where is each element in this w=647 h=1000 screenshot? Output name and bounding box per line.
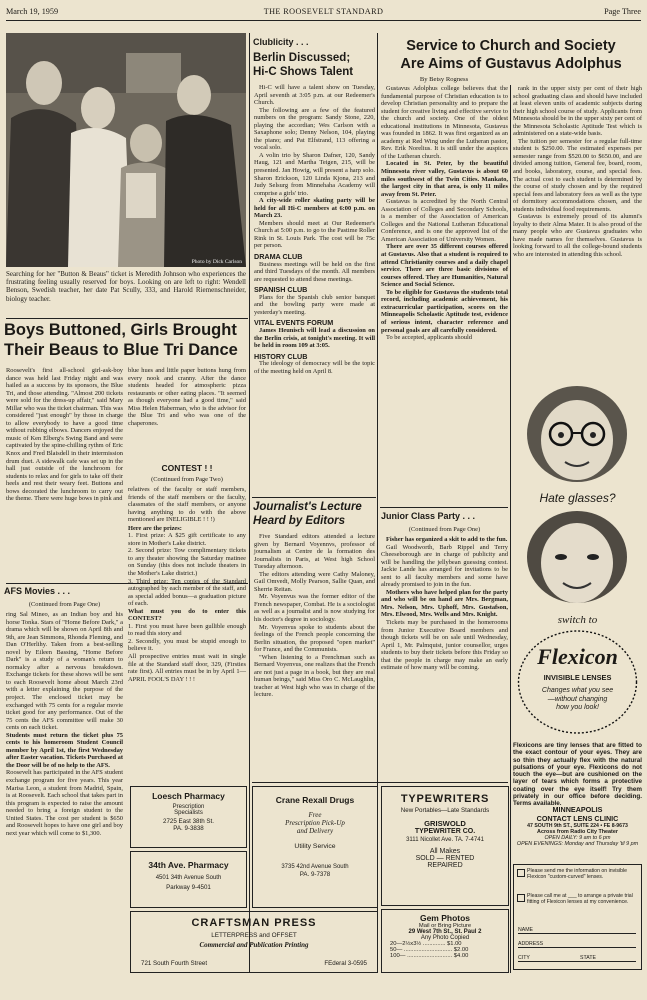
junior-top-rule — [380, 507, 508, 508]
typewriters-address: 3111 Nicollet Ave. TA. 7-4741 — [406, 837, 484, 843]
contest-body — [128, 486, 246, 683]
gustavus-c1a: Gustavus Adolphus college believes that the fundamental purpose of Christian education is to develop Christian personality and to prepare the student for creative living and effective service to the church and society. One of the oldest educational institutions in Minnesota, Gustavus was founded in 1862. It was first organized as an academy at Red Wing under the Lutheran pastor, Rev. Erik Norelius. It is still under the auspices of the Lutheran church. — [381, 85, 508, 160]
boys-article-col1: Roosevelt's first all-school girl-ask-boy dance was held last Friday night and was hailed as a success by its sponsors, the Blue Tri, and those attending. "Almost 200 tickets were sold for the dress-up affair," said Mary Millar who was the ticket chairman. This was considered "just enough" by those in charge to allow everybody to have a good time without rubbing elbows. Dancers enjoyed the music of Ken Elberg's Swing Band and were captivated by the spine-chilling rythm of Eric Knox and Fred Blaisdell in their intermission drum duet. A sidewalk cafe was set up in the hall just outside of the lunchroom for students to relax and for girls to take off their heels and rest their weary feet. Buttons and bows decorated the lunchroom to carry out the theme. There were huge bows in pink and — [6, 367, 123, 503]
gustavus-c1e: To be eligible for Gustavus the students total record, including academic achievement, his extracurricular participation, scores on the Minneapolis Scholastic Aptitude test, evidence of serious intent, character reference and personal goals are all carefully considered. — [381, 288, 508, 334]
flexicon-state-label: STATE — [580, 955, 596, 961]
contest-prize1: 1. First prize: A $25 gift certificate to any store in Mother's Lake district. — [128, 532, 246, 547]
flexicon-hours1: OPEN DAILY: 9 am to 6 pm — [544, 835, 611, 841]
crane-address: 3735 42nd Avenue South — [281, 864, 349, 870]
afs-continued: (Continued from Page One) — [28, 601, 101, 608]
junior-p1: Gail Woodworth, Barb Rippel and Terry Cheeseborough are in charge of publicity and will be handling the jellybean guessing contest. Jackie Lande has arranged for invitations to be sent to all faculty members and some have already promised to join in the fun. — [381, 543, 508, 589]
craftsman-line1: LETTERPRESS and OFFSET — [211, 932, 297, 939]
loesch-phone: PA. 9-3838 — [173, 825, 204, 832]
gem-price1: 20—2½x3½ .............. $1.00 — [390, 941, 462, 947]
flexicon-tag2: —without changing — [547, 695, 608, 703]
contest-step1: 1. First you must have been gullible enough to read this story and — [128, 622, 246, 638]
clublicity-head2: Hi-C Shows Talent — [253, 65, 354, 78]
flexicon-tag3: how you look! — [556, 704, 599, 712]
gustavus-c1b: Located in St. Peter, by the beautiful Minnesota river valley, Gustavus is about 60 miles southwest of the Twin Cities. Mankato, the largest city in that area, is only 11 miles away from St. Peter. — [381, 160, 508, 198]
boys-headline-line1: Boys Buttoned, Girls Brought — [4, 321, 237, 339]
flexicon-body: Flexicons are tiny lenses that are fitted to the exact contour of your eyes. They are so thin they actually flex with the natural pulsations of your eye. Flexicons do not touch the eye—but are cushioned on the layer of tears which forms a protective coating over the eye itself! Try them privately in our office before deciding. Terms available. — [513, 742, 642, 808]
boys-article-col2: blue hues and little paper buttons hung from every nook and cranny. After the dance students headed for atmospheric pizza restaurants or other eating places. "It seemed as though everyone had a good time," said Miss Helen Haberman, who is the advisor for the Blue Tri and who was one of the chaperones. — [128, 367, 246, 427]
clublicity-p1: Hi-C will have a talent show on Tuesday, April seventh at 3:05 p.m. at our Redeemer's Church. — [254, 84, 375, 107]
gem-address: 29 West 7th St., — [408, 929, 453, 935]
photo-credit: Photo by Dick Carlson — [191, 259, 242, 265]
history-club-head: HISTORY CLUB — [254, 351, 308, 361]
column-rule-2 — [377, 33, 378, 973]
afs-body-text2: Roosevelt has participated in the AFS student exchange program for five years. This year Marisa Leon, a student from Madrid, Spain, is at Roosevelt. Each school that takes part in this program is expected to raise the amount needed to bring a foreign student to the United States. The cost per student is $650 and Roosevelt hopes to have one girl and boy next year which will come to $1,300. — [6, 769, 123, 837]
gustavus-c1d: There are over 35 different courses offered at Gustavus. Also that a student is required to attend Christianity courses and a daily chapel service. There are three basic divisions of courses offered. They are Humanities, Natural Science and Social Science. — [381, 243, 508, 289]
boys-top-rule — [6, 318, 248, 319]
loesch-address: 2725 East 38th St. — [163, 818, 214, 825]
loesch-line1: Prescription — [172, 804, 205, 810]
junior-bold1: Fisher has organized a skit to add to the fun. — [386, 536, 508, 543]
afs-top-rule — [6, 583, 248, 584]
photo-caption: Searching for her "Button & Beaus" ticket is Meredith Johnson who experiences the frustrating feeling usually reserved for boys. Looking on are left to right: Wendell Benson, Swedish teacher, her date Pat Scully, 333, and Harold Riemenschneider, biology teacher. — [6, 270, 246, 303]
typewriters-line5: SOLD — RENTED — [415, 855, 475, 862]
contest-question: What must you do to enter this CONTEST? — [128, 607, 246, 623]
typewriters-name: TYPEWRITERS — [400, 793, 490, 805]
journalist-p2: The editors attending were Cathy Maloney, Gail Omvedt, Molly Pearson, Sallie Quan, and Sherrie Reitan. — [254, 570, 375, 593]
column-rule-1 — [249, 33, 250, 973]
woman-with-glasses-illustration — [513, 382, 642, 487]
gustavus-c1f: To be accepted, applicants should — [386, 334, 472, 342]
crane-line3: and Delivery — [296, 827, 334, 835]
clublicity-kicker: Clublicity . . . — [253, 37, 309, 47]
column-rule-3 — [510, 85, 511, 973]
typewriters-line4: All Makes — [429, 848, 461, 855]
gem-price3: 100— ............................ $4.00 — [390, 953, 469, 959]
junior-bold2: Mothers who have helped plan for the party and who will be on hand are Mrs. Bergman, Mrs. Nelson, Mrs. Uphoff, Mrs. Gustafson, Mrs. Elwood, Mrs. Wells and Mrs. Knight. — [381, 588, 508, 619]
afs-body-text: ring Sal Mineo, as an Indian boy and his horse Tonka. Stars of "Home Before Dark," a drama which will be shown on April 8th and 9th, are Jean Simmons, Rhonda Fleming, and Dan O'Herlihy. Taken from a best-selling novel by Eileen Bassing, "Home Before Dark" is a study of a woman's return to normalcy after a nervous breakdown. Exchange tickets for these shows will be sent to each Roosevelt home about March 23rd with a letter explaining the purpose of the project. The enclosed ticket may be exchanged with 75 cents for a regular movie ticket good for any performance. Out of the 75 cents the AFS committee will make 30 cents on each ticket. — [6, 611, 123, 732]
ad-gem-photos — [381, 909, 509, 973]
gem-line1: Mail or Bring Picture — [418, 923, 472, 929]
drama-club-head: DRAMA CLUB — [254, 252, 303, 262]
flexicon-tagline — [516, 687, 639, 713]
contest-step2: 2. Secondly, you must be stupid enough to believe it. — [128, 637, 246, 653]
gem-name: Gem Photos — [419, 913, 471, 923]
flexicon-coupon — [513, 864, 642, 970]
ad-flexicon — [513, 382, 642, 972]
flexicon-name-field[interactable] — [518, 927, 636, 934]
gem-city: St. Paul 2 — [454, 929, 482, 935]
flexicon-checkbox-info[interactable] — [517, 869, 525, 877]
vital-events-head: VITAL EVENTS FORUM — [254, 318, 334, 328]
flexicon-switch-to: switch to — [557, 614, 598, 626]
journalist-body — [254, 533, 375, 781]
crane-line1: Free — [308, 811, 322, 819]
flexicon-tag1: Changes what you see — [541, 687, 614, 694]
gustavus-c1c: Gustavus is accredited by the North Central Association of Colleges and Secondary Schools, is a member of the Association of American Colleges and the National Lutheran Educational Conference, and is one the approved list of the American Association of University Women. — [381, 198, 508, 243]
clublicity-p4: Members should meet at Our Redeemer's Church at 5:00 p.m. to go to the Pastime Roller Rink in St. Louis Park. The cost will be 75c per person. — [254, 219, 375, 250]
typewriters-line1: New Portables—Late Standards — [400, 807, 490, 814]
contest-intro: relatives of the faculty or staff members, friends of the staff members or the faculty, classmates of the staff members, or anyone having anything to do with the above mentioned are INELIGIBLE ! ! !) — [128, 486, 246, 524]
journalist-top-rule — [252, 497, 376, 498]
ad-crane-rexall — [252, 786, 378, 908]
gustavus-c2c: Gustavus is extremely proud of its alumni's loyalty to their Alma Mater. It is also proud of the many people who are Gustavus graduates who have made names for themselves. Gustavus is looking forward to all the college-bound students who are interested in attending this school. — [513, 213, 642, 259]
clublicity-p2: The following are a few of the featured numbers on the program: Sandy Stone, 220, playing the accordian; Wes Carlson with a Saxaphone solo; Denny Nelson, 104, playing the piano; and Pat Elfstrand, 113 offering a vocal solo. — [254, 106, 375, 152]
gustavus-c2a: rank in the upper sixty per cent of their high school graduating class and should have included at least eleven units of academic subjects during their high school course of study. Applicants from Minnesota should be in the upper sixty per cent of the Minnesota Scholastic Aptitude Test which is administered on a state-wide basis. — [513, 85, 642, 138]
afs-body — [6, 611, 123, 978]
ad-griswold-typewriters — [381, 786, 509, 906]
spanish-club-head: SPANISH CLUB — [254, 285, 308, 295]
craftsman-line2: Commercial and Publication Printing — [199, 941, 309, 949]
flexicon-clinic2: CONTACT LENS CLINIC — [536, 814, 619, 823]
header-page-number: Page Three — [604, 7, 641, 16]
page-header — [6, 4, 641, 21]
journalist-p1: Five Standard editors attended a lecture given by Bernard Voyennvs, professor of journalism at Centre de la formation des Journalists in Paris, at West high School Tuesday afternoon. — [254, 533, 375, 571]
ad-34th-ave-pharmacy — [130, 851, 247, 908]
loesch-line2: Specialists — [174, 810, 203, 816]
ave34-address: 4501 34th Avenue South — [155, 875, 222, 881]
flexicon-clinic1: MINNEAPOLIS — [552, 805, 603, 814]
flexicon-hours2: OPEN EVENINGS: Monday and Thursday 'til 9 pm — [516, 841, 639, 847]
gustavus-c2b: The tuition per semester for a regular full-time student is $250.00. The estimated expenses per semester range from $520.00 to $650.00, and are divided among tuition, General fee, board, room, and books, laboratory, course, and special fees. The actual cost to each student is determined by the course of study chosen and by the required special fees and laboratory fees as well as the type of dormitory accommodations chosen, and the students individual food requirements. — [513, 137, 642, 213]
flexicon-name-label: NAME — [518, 927, 533, 933]
contest-prize2: 2. Second prize: Tow complimentary tickets to any theater showing the Saturday matinee on Sunday (this does not include theaters in the Mother's Lake district.) — [128, 547, 246, 578]
flexicon-clinic — [513, 805, 642, 847]
afs-head: AFS Movies . . . — [4, 586, 71, 596]
journalist-p3: Mr. Voyenvus was the former editor of the French newspaper, Combat. He is a sociologist as well as a journalist and is now studying for his doctor's degree in sociology. — [254, 593, 375, 624]
header-date: March 19, 1959 — [6, 7, 59, 16]
ave34-phone: Parkway 9-4501 — [166, 884, 211, 891]
junior-head: Junior Class Party . . . — [381, 511, 476, 521]
gem-line2: Any Photo Copied — [420, 935, 470, 941]
gustavus-col2 — [513, 85, 642, 377]
crane-name: Crane Rexall Drugs — [275, 795, 355, 805]
craftsman-name: CRAFTSMAN PRESS — [191, 917, 317, 929]
flexicon-address-label: ADDRESS — [518, 941, 544, 947]
header-paper-name: THE ROOSEVELT STANDARD — [263, 7, 384, 16]
flexicon-address: 47 SOUTH 9th ST., SUITE 224 • FE 8-9673 — [527, 823, 628, 829]
crane-phone: PA. 9-7378 — [299, 871, 331, 878]
flexicon-check2-label: Please call me at ___ to arrange a private trial fitting of Flexicon lenses at my convenience. — [527, 893, 633, 906]
loesch-name: Loesch Pharmacy — [152, 791, 225, 801]
flexicon-brand: Flexicon — [537, 644, 618, 669]
contest-prizes-head: Here are the prizes: — [128, 524, 182, 532]
clublicity-bold1: A city-wide roller skating party will be held for all Hi-C members at 6:00 p.m. on March 23. — [254, 197, 375, 220]
clublicity-headline — [253, 52, 375, 79]
afs-bold-notice: Students must return the ticket plus 75 cents to his homeroom Student Council member by April 1st, the first Wednesday after Easter vacation. Tickets Purchased at the Door will be of no help to the AFS. — [6, 731, 123, 769]
boys-headline-line2: Their Beaus to Blue Tri Dance — [4, 341, 238, 359]
flexicon-across: Across from Radio City Theater — [537, 829, 618, 835]
gustavus-head1: Service to Church and Society — [406, 38, 616, 54]
ave34-name: 34th Ave. Pharmacy — [148, 860, 229, 870]
dance-photo-image — [6, 33, 246, 267]
clublicity-head1: Berlin Discussed; — [253, 52, 351, 64]
journalist-headline — [253, 500, 375, 528]
gem-price2: 50— .............................. $2.00 — [390, 947, 469, 953]
gustavus-headline — [380, 37, 642, 73]
junior-p2: Tickets may be purchased in the homerooms from Junior Executive Board members and though tickets will be on sale until Wednesday, April 1, Mr. Palmquist, junior counsellor, urges students to buy their tickets before this Friday so that the people in charge may make an early estimate of how many will be coming. — [381, 619, 508, 672]
clublicity-body — [254, 84, 375, 494]
vital-events-body: James Heunisch will lead a discussion on the Berlin crisis, at tonight's meeting. It will be held in room 109 at 3:05. — [254, 326, 375, 350]
clublicity-p3: A volin trio by Sharon Dafner, 120, Sandy Haug, 121 and Martha Teigen, 215, will be presented. Jan Howig, will present a harp solo. Sharon Erickson, 120 Linda Kjona, 213 and Judy Selsurg from Minnehaha Academy will comprise a girls' trio. — [254, 151, 375, 197]
drama-club-body: Business meetings will be held on the first and third Tuesdays of the month. All members are requested to attend these meetings. — [254, 260, 375, 283]
flexicon-address-field[interactable] — [518, 941, 636, 948]
flexicon-check1-label: Please send me the information on invisible Flexicon "custom-curved" lenses. — [527, 868, 628, 881]
flexicon-city-field[interactable] — [518, 955, 636, 962]
flexicon-invisible: INVISIBLE LENSES — [543, 673, 612, 682]
dance-photo — [6, 33, 246, 267]
ad-craftsman-press — [130, 911, 378, 973]
journalist-p5: "When listening to a Frenchman such as Bernard Voyenvus, one realizes that the French are not just a page in a book, but they are real human beings," said Miss Oro C. McLaughlin, teacher at West high who was in charge of the lecture. — [254, 653, 375, 699]
crane-service: Utility Service — [294, 843, 336, 850]
junior-continued: (Continued from Page One) — [408, 526, 481, 533]
contest-continued: (Continued from Page Two) — [151, 476, 223, 483]
contest-end: All prospective entries must wait in single file at the Standard staff door, 329, (Firsties rate first). All entries must be in by April 1—APRIL FOOL'S DAY ! ! ! — [128, 653, 246, 683]
ad-loesch-pharmacy — [130, 786, 247, 848]
flexicon-hate-glasses: Hate glasses? — [539, 491, 616, 505]
typewriters-line3: TYPEWRITER CO. — [414, 828, 476, 835]
crane-line2: Prescription Pick-Up — [285, 819, 345, 827]
spanish-club-body: Plans for the Spanish club senior banquet and the bowling party were made at yesterday's meeting. — [254, 293, 375, 316]
gustavus-col1 — [381, 85, 508, 507]
typewriters-line6: REPAIRED — [427, 862, 463, 869]
gustavus-byline: By Betsy Rogness — [419, 76, 469, 83]
flexicon-checkbox-call[interactable] — [517, 894, 525, 902]
gustavus-head2: Are Aims of Gustavus Adolphus — [400, 56, 622, 72]
contest-head: CONTEST ! ! — [161, 463, 213, 473]
journalist-head2: Heard by Editors — [253, 515, 346, 527]
craftsman-address: 721 South Fourth Street — [141, 960, 208, 967]
journalist-head1: Journalist's Lecture — [253, 501, 362, 513]
junior-body — [381, 536, 508, 780]
ads-top-rule — [252, 782, 508, 783]
craftsman-phone: FEderal 3-0595 — [324, 960, 367, 967]
history-club-body: The ideology of democracy will be the topic of the meeting held on April 8. — [254, 360, 375, 375]
journalist-p4: Mr. Voyenvus spoke to students about the feelings of the French people concerning the Berlin situation, the proposed "open market" for France, and the Communists. — [254, 623, 375, 654]
flexicon-city-label: CITY — [518, 955, 530, 961]
woman-without-glasses-illustration — [513, 507, 642, 607]
typewriters-line2: GRISWOLD — [424, 819, 466, 828]
boys-headline — [4, 320, 248, 360]
contest-prize3: 3. Third prize: Ten copies of the Standard autographed by each member of the staff, and as special added bonus—a graduation picture of each. — [128, 577, 246, 608]
